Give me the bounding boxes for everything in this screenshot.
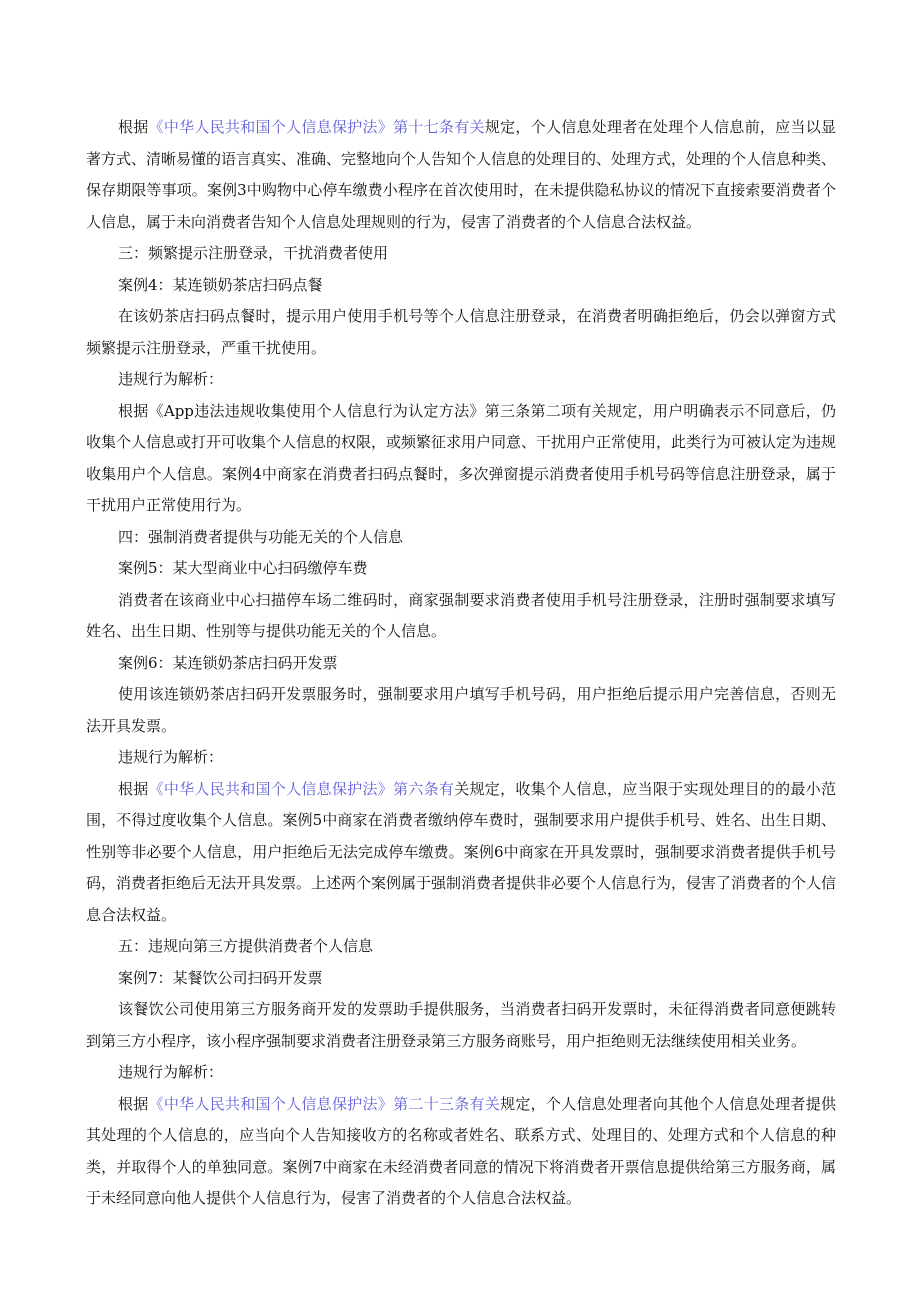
case-body: 该餐饮公司使用第三方服务商开发的发票助手提供服务，当消费者扫码开发票时，未征得消费者同意便跳转到第三方小程序，该小程序强制要求消费者注册登录第三方服务商账号，用户拒绝则无法继续使用相关业务。 <box>86 1000 836 1050</box>
law-17-paragraph <box>86 112 836 238</box>
analysis-label: 违规行为解析： <box>118 1063 224 1081</box>
law-23-paragraph <box>86 1089 836 1215</box>
analysis-label: 违规行为解析： <box>118 370 224 388</box>
section-heading: 四：强制消费者提供与功能无关的个人信息 <box>118 527 404 546</box>
case-title: 案例5：某大型商业中心扫码缴停车费 <box>118 559 368 577</box>
case-title: 案例7：某餐饮公司扫码开发票 <box>118 968 323 987</box>
paragraph-text: 规定，个人信息处理者在处理个人信息前，应当以显著方式、清晰易懂的语言真实、准确、完整地向个人告知个人信息的处理目的、处理方式，处理的个人信息种类、保存期限等事项。案例3中购物中心停车缴费小程序在首次使用时，在未提供隐私协议的情况下直接索要消费者个人信息，属于未向消费者告知个人信息处理规则的行为，侵害了消费者的个人信息合法权益。 <box>86 118 837 231</box>
section-heading: 三：频繁提示注册登录，干扰消费者使用 <box>118 244 389 262</box>
law-6-paragraph <box>86 774 836 932</box>
case-title: 案例4：某连锁奶茶店扫码点餐 <box>118 275 323 294</box>
law-link[interactable]: 《中华人民共和国个人信息保护法》第六条有 <box>148 779 455 798</box>
paragraph-text: 根据 <box>118 118 149 136</box>
law-link[interactable]: 《中华人民共和国个人信息保护法》第十七条有关 <box>148 118 485 136</box>
paragraph-text: 根据 <box>118 779 149 798</box>
case-title: 案例6：某连锁奶茶店扫码开发票 <box>118 653 338 672</box>
analysis-label: 违规行为解析： <box>118 748 224 766</box>
law-link[interactable]: 《中华人民共和国个人信息保护法》第二十三条有关 <box>148 1094 501 1113</box>
paragraph-text: 规定，个人信息处理者向其他个人信息处理者提供其处理的个人信息的，应当向个人告知接收方的名称或者姓名、联系方式、处理目的、处理方式和个人信息的种类，并取得个人的单独同意。案例7中商家在未经消费者同意的情况下将消费者开票信息提供给第三方服务商，属于未经同意向他人提供个人信息行为，侵害了消费者的个人信息合法权益。 <box>86 1094 836 1207</box>
paragraph-text: 关规定，收集个人信息，应当限于实现处理目的的最小范围，不得过度收集个人信息。案例5中商家在消费者缴纳停车费时，强制要求用户提供手机号、姓名、出生日期、性别等非必要个人信息，用户拒绝后无法完成停车缴费。案例6中商家在开具发票时，强制要求消费者提供手机号码，消费者拒绝后无法开具发票。上述两个案例属于强制消费者提供非必要个人信息行为，侵害了消费者的个人信息合法权益。 <box>86 779 837 924</box>
case-body: 消费者在该商业中心扫描停车场二维码时，商家强制要求消费者使用手机号注册登录，注册时强制要求填写姓名、出生日期、性别等与提供功能无关的个人信息。 <box>86 590 836 640</box>
paragraph-text: 根据 <box>118 1094 149 1113</box>
section-heading: 五：违规向第三方提供消费者个人信息 <box>118 937 374 955</box>
case-body: 使用该连锁奶茶店扫码开发票服务时，强制要求用户填写手机号码，用户拒绝后提示用户完善信息，否则无法开具发票。 <box>86 685 836 735</box>
analysis-paragraph: 根据《App违法违规收集使用个人信息行为认定方法》第三条第二项有关规定，用户明确表示不同意后，仍收集个人信息或打开可收集个人信息的权限，或频繁征求用户同意、干扰用户正常使用，此类行为可被认定为违规收集用户个人信息。案例4中商家在消费者扫码点餐时，多次弹窗提示消费者使用手机号码等信息注册登录，属于干扰用户正常使用行为。 <box>86 401 837 514</box>
document-body <box>86 112 836 1215</box>
case-body: 在该奶茶店扫码点餐时，提示用户使用手机号等个人信息注册登录，在消费者明确拒绝后，仍会以弹窗方式频繁提示注册登录，严重干扰使用。 <box>86 307 836 357</box>
